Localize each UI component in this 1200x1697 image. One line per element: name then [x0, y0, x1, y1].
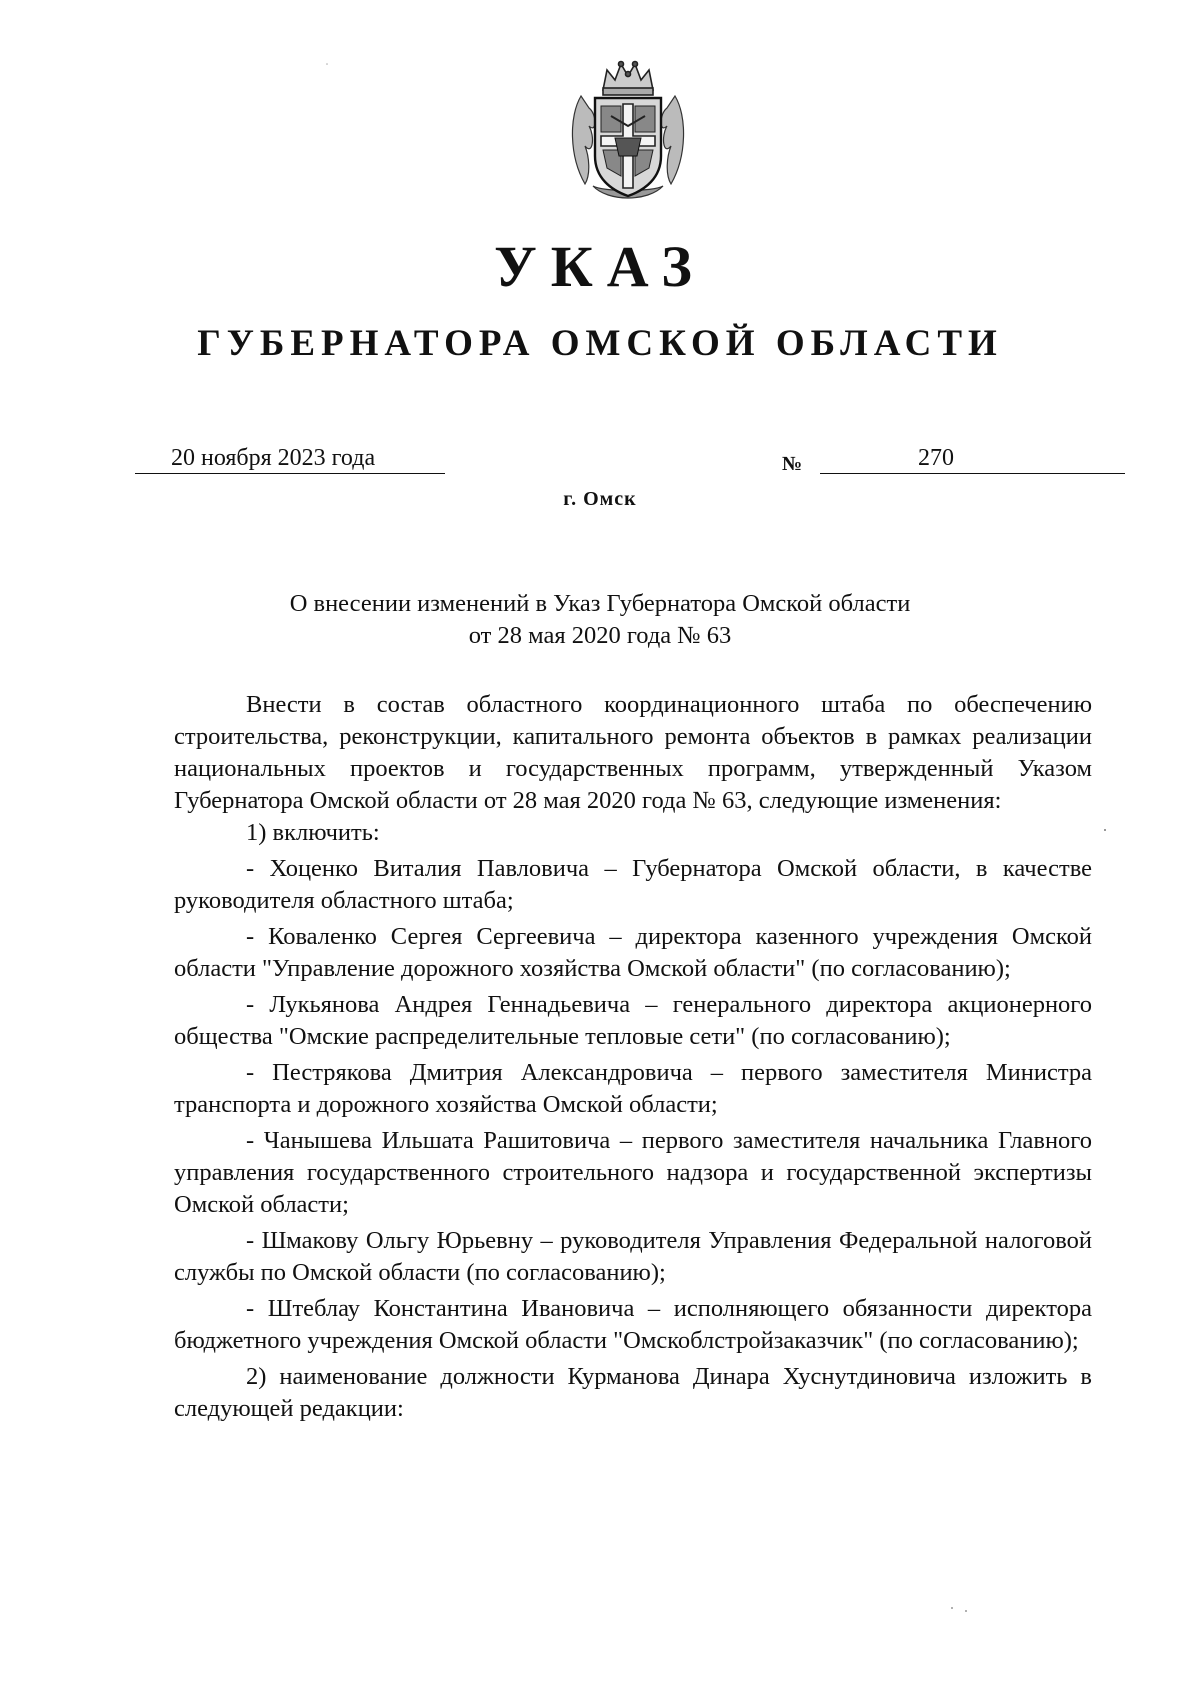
document-city: г. Омск	[563, 488, 637, 510]
document-title: УКАЗ	[494, 234, 706, 299]
document-heading	[0, 588, 1200, 652]
paragraph-bullet: - Шмакову Ольгу Юрьевну – руководителя Управления Федеральной налоговой службы по Омской области (по согласованию);	[174, 1227, 1092, 1286]
date-field	[135, 443, 445, 474]
number-field	[820, 443, 1125, 474]
paragraph-bullet: - Чанышева Ильшата Рашитовича – первого заместителя начальника Главного управления государственного строительного надзора и государственной экспертизы Омской области;	[174, 1127, 1092, 1218]
paragraph-bullet: - Коваленко Сергея Сергеевича – директора казенного учреждения Омской области "Управление дорожного хозяйства Омской области" (по согласованию);	[174, 923, 1092, 982]
paragraph-bullet: - Хоценко Виталия Павловича – Губернатора Омской области, в качестве руководителя областного штаба;	[174, 855, 1092, 914]
coat-of-arms-icon	[563, 56, 693, 206]
paragraph-bullet: - Лукьянова Андрея Геннадьевича – генерального директора акционерного общества "Омские распределительные тепловые сети" (по согласованию);	[174, 991, 1092, 1050]
paragraph-intro: Внести в состав областного координационного штаба по обеспечению строительства, реконструкции, капитального ремонта объектов в рамках реализации национальных проектов и государственных программ, утвержденный Указом Губернатора Омской области от 28 мая 2020 года № 63, следующие изменения:	[174, 691, 1092, 814]
paragraph-item-2: 2) наименование должности Курманова Динара Хуснутдиновича изложить в следующей редакции:	[174, 1363, 1092, 1422]
document-number: 270	[918, 445, 954, 471]
heading-line-1: О внесении изменений в Указ Губернатора Омской области	[289, 590, 911, 617]
document-body	[174, 689, 1092, 1425]
paragraph-bullet: - Пестрякова Дмитрия Александровича – первого заместителя Министра транспорта и дорожного хозяйства Омской области;	[174, 1059, 1092, 1118]
document-date: 20 ноября 2023 года	[171, 445, 376, 471]
document-subtitle: ГУБЕРНАТОРА ОМСКОЙ ОБЛАСТИ	[197, 323, 1003, 364]
paragraph-bullet: - Штеблау Константина Ивановича – исполняющего обязанности директора бюджетного учреждения Омской области "Омскоблстройзаказчик" (по согласованию);	[174, 1295, 1092, 1354]
paragraph-item-1: 1) включить:	[246, 819, 380, 846]
number-sign: №	[782, 453, 803, 475]
heading-line-2: от 28 мая 2020 года № 63	[468, 622, 732, 649]
